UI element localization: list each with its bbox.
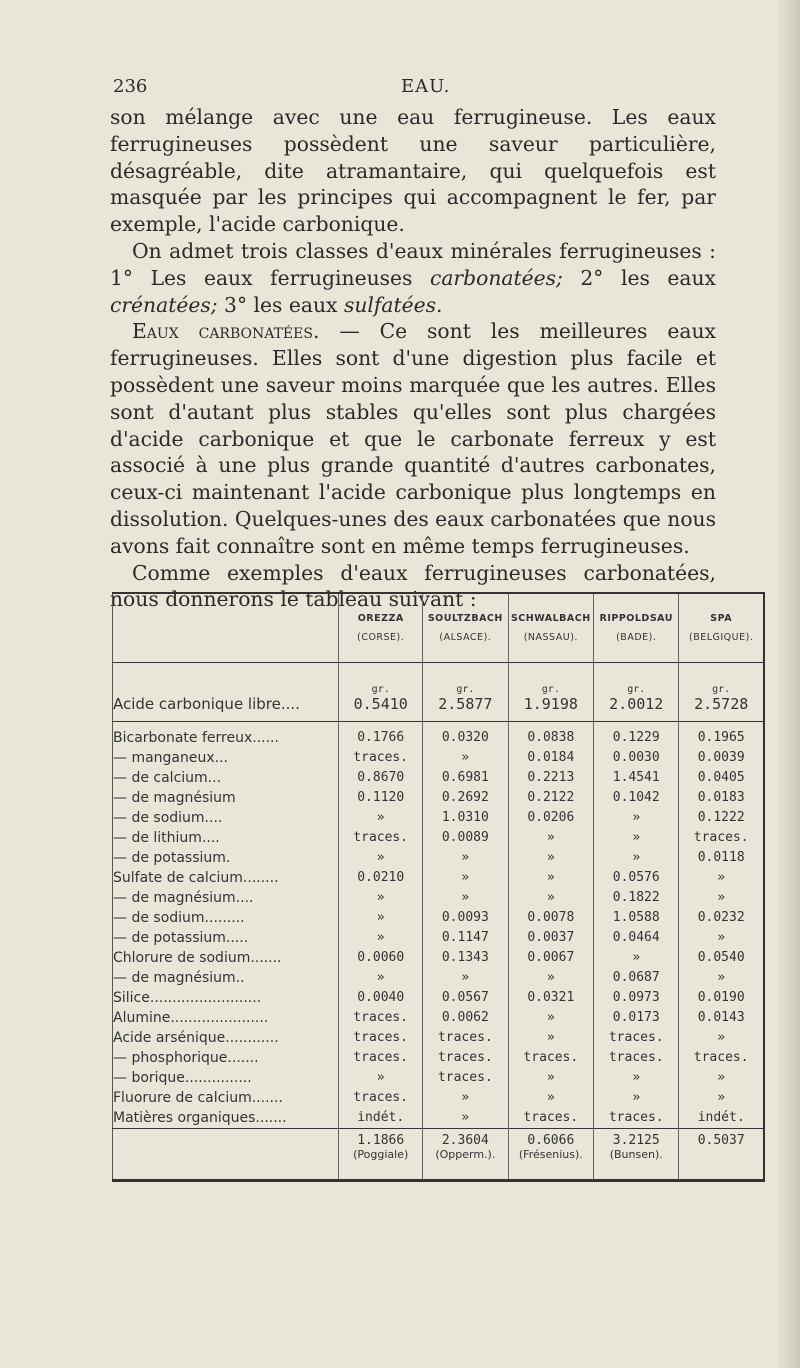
paragraph: [110, 238, 716, 318]
table-cell: 1.0588: [594, 908, 679, 928]
table-cell: »: [594, 948, 679, 968]
table-cell: »: [594, 1088, 679, 1108]
column-name: SCHWALBACH: [510, 613, 591, 624]
cell-value: 1.9198: [523, 695, 578, 713]
table-cell: 0.0089: [423, 828, 508, 848]
table-row: [113, 748, 765, 768]
table-cell: traces.: [423, 1028, 508, 1048]
table-cell: »: [423, 968, 508, 988]
table-row: [113, 1068, 765, 1088]
emphasis-text: carbonatées;: [429, 265, 563, 290]
paragraph: [110, 104, 716, 238]
table-header-row: [113, 593, 765, 663]
column-region: (BELGIQUE).: [689, 632, 754, 643]
row-label: Chlorure de sodium.......: [113, 950, 282, 966]
row-label: — manganeux...: [113, 750, 229, 766]
column-header: [423, 593, 508, 663]
table-cell: [339, 663, 423, 722]
table-cell: [594, 663, 679, 722]
section-heading: Eaux carbonatées.: [132, 319, 320, 344]
table-cell: 0.0405: [679, 768, 764, 788]
author-label: (Poggiale): [353, 1148, 409, 1161]
total-value: 0.5037: [697, 1133, 745, 1148]
table-cell: »: [594, 808, 679, 828]
table-cell: »: [339, 808, 423, 828]
paragraph-text: — Ce sont les meilleures eaux ferrugineuses. Elles sont d'une digestion plus facile et possèdent une saveur moins marquée que les autres. Elles sont d'autant plus stables qu'elles sont plus chargées d'acide carbonique et que le carbonate ferreux y est associé à une plus grande quantité d'autres carbonates, ceux-ci maintenant l'acide carbonique plus longtemps en dissolution. Quelques-unes des eaux carbonatées que nous avons fait connaître sont en même temps ferrugineuses.: [110, 319, 716, 558]
emphasis-text: sulfatées.: [343, 292, 443, 317]
table-cell: 0.0687: [594, 968, 679, 988]
table-cell: »: [508, 828, 594, 848]
table-cell: 1.4541: [594, 768, 679, 788]
table-cell: 0.1147: [423, 928, 508, 948]
table-cell: »: [339, 1068, 423, 1088]
row-label: — borique...............: [113, 1070, 252, 1086]
unit-label: gr.: [712, 684, 731, 695]
table-cell: 0.0039: [679, 748, 764, 768]
table-row: [113, 1108, 765, 1129]
table-cell: »: [508, 848, 594, 868]
table-cell: 0.1042: [594, 788, 679, 808]
table-row: [113, 788, 765, 808]
table-cell: 0.8670: [339, 768, 423, 788]
column-name: OREZZA: [357, 613, 404, 624]
table-cell: »: [594, 1068, 679, 1088]
table-cell: »: [508, 868, 594, 888]
table-cell: traces.: [679, 1048, 764, 1068]
table-cell: »: [508, 968, 594, 988]
row-label: Matières organiques.......: [113, 1110, 287, 1126]
table-cell: 0.1229: [594, 722, 679, 749]
column-header: [339, 593, 423, 663]
table-cell: traces.: [508, 1048, 594, 1068]
table-cell: 0.2122: [508, 788, 594, 808]
table-cell: 0.0321: [508, 988, 594, 1008]
table-row: [113, 1008, 765, 1028]
table-row: [113, 928, 765, 948]
table-cell: [679, 1129, 764, 1181]
table-body: [113, 722, 765, 1129]
table-cell: »: [423, 848, 508, 868]
table-cell: »: [679, 1088, 764, 1108]
paragraph-text: 3° les eaux: [217, 292, 344, 317]
table-cell: »: [423, 1108, 508, 1129]
table-cell: 0.0143: [679, 1008, 764, 1028]
unit-label: gr.: [456, 684, 475, 695]
table-cell: 0.0173: [594, 1008, 679, 1028]
table-cell: traces.: [339, 1088, 423, 1108]
row-label: Alumine......................: [113, 1010, 269, 1026]
table-cell: traces.: [594, 1028, 679, 1048]
total-value: 2.3604: [441, 1133, 489, 1148]
table-cell: »: [423, 888, 508, 908]
column-name: RIPPOLDSAU: [599, 613, 673, 624]
table-row: [113, 888, 765, 908]
paragraph-text: 2° les eaux: [562, 265, 716, 290]
author-label: (Frésenius).: [518, 1148, 583, 1161]
column-name: SOULTZBACH: [427, 613, 503, 624]
table-cell: »: [508, 1008, 594, 1028]
table-cell: traces.: [423, 1068, 508, 1088]
table-row: [113, 808, 765, 828]
paragraph-text: son mélange avec une eau ferrugineuse. Les eaux ferrugineuses possèdent une saveur particulière, désagréable, dite atramantaire, qui quelquefois est masquée par les principes qui accompagnent le fer, par exemple, l'acide carbonique.: [110, 105, 716, 237]
emphasis-text: crénatées;: [110, 292, 218, 317]
row-label: — de lithium....: [113, 830, 220, 846]
table-cell: »: [679, 888, 764, 908]
table-cell: »: [423, 868, 508, 888]
table-cell: 0.0183: [679, 788, 764, 808]
table-cell: »: [679, 928, 764, 948]
table-cell: 0.1766: [339, 722, 423, 749]
column-region: (BADE).: [616, 632, 657, 643]
table-cell: 0.0078: [508, 908, 594, 928]
table-cell: traces.: [339, 748, 423, 768]
table-cell: 0.0320: [423, 722, 508, 749]
table-cell: 0.0118: [679, 848, 764, 868]
table-cell: 0.0093: [423, 908, 508, 928]
totals-row: [113, 1129, 765, 1181]
column-region: (ALSACE).: [439, 632, 492, 643]
table-cell: 0.2213: [508, 768, 594, 788]
table-cell: »: [679, 968, 764, 988]
row-label: Acide arsénique............: [113, 1030, 279, 1046]
table-cell: 0.1965: [679, 722, 764, 749]
column-name: SPA: [710, 613, 733, 624]
table-cell: traces.: [339, 1048, 423, 1068]
author-label: (Bunsen).: [609, 1148, 663, 1161]
table-cell: 0.0540: [679, 948, 764, 968]
row-label: — de calcium...: [113, 770, 222, 786]
row-label: Fluorure de calcium.......: [113, 1090, 283, 1106]
table-cell: »: [508, 1028, 594, 1048]
table-cell: »: [594, 828, 679, 848]
page-edge: [778, 0, 800, 1368]
table-cell: »: [508, 888, 594, 908]
table-row: [113, 768, 765, 788]
column-header: [679, 593, 764, 663]
table-row: [113, 908, 765, 928]
column-header: [508, 593, 594, 663]
table-cell: 0.0190: [679, 988, 764, 1008]
table-cell: 1.0310: [423, 808, 508, 828]
table-cell: »: [339, 928, 423, 948]
table-cell: traces.: [339, 1008, 423, 1028]
table-row: [113, 988, 765, 1008]
table-cell: [339, 1129, 423, 1181]
table-cell: 0.0062: [423, 1008, 508, 1028]
table-cell: »: [339, 908, 423, 928]
table-cell: 0.0210: [339, 868, 423, 888]
cell-value: 0.5410: [353, 695, 408, 713]
row-label: — de sodium....: [113, 810, 223, 826]
table-cell: traces.: [508, 1108, 594, 1129]
table-cell: 0.1222: [679, 808, 764, 828]
table-row: [113, 1048, 765, 1068]
total-value: 1.1866: [357, 1133, 405, 1148]
table-row: [113, 868, 765, 888]
unit-label: gr.: [371, 684, 390, 695]
table-cell: 0.1343: [423, 948, 508, 968]
table-cell: 0.2692: [423, 788, 508, 808]
table-row: [113, 948, 765, 968]
paragraph-text: On admet trois classes d'eaux minérales ferrugineuses : 1° Les eaux ferrugineuses: [110, 238, 716, 290]
table-cell: traces.: [679, 828, 764, 848]
table-row: [113, 828, 765, 848]
cell-value: 2.5728: [694, 695, 749, 713]
table-cell: »: [679, 1068, 764, 1088]
table-cell: 0.1822: [594, 888, 679, 908]
column-header: [594, 593, 679, 663]
totals-label-cell: [113, 1129, 339, 1181]
table-cell: 0.0464: [594, 928, 679, 948]
table-row: [113, 722, 765, 749]
row-label: — de potassium.....: [113, 930, 249, 946]
table-cell: 0.1120: [339, 788, 423, 808]
table-cell: 0.0037: [508, 928, 594, 948]
row-label: — de sodium.........: [113, 910, 245, 926]
running-title: EAU.: [401, 76, 451, 97]
row-label: — phosphorique.......: [113, 1050, 259, 1066]
table-cell: 0.6981: [423, 768, 508, 788]
row-label: — de magnésium..: [113, 970, 245, 986]
carbonic-acid-row: [113, 663, 765, 722]
table-cell: 0.0973: [594, 988, 679, 1008]
row-label: Bicarbonate ferreux......: [113, 730, 279, 746]
table-cell: 0.0838: [508, 722, 594, 749]
page-number: 236: [113, 76, 148, 97]
body-text: [110, 104, 716, 613]
table-cell: traces.: [339, 828, 423, 848]
column-region: (CORSE).: [357, 632, 405, 643]
row-label: Sulfate de calcium........: [113, 870, 279, 886]
table-cell: »: [679, 868, 764, 888]
table-cell: »: [423, 748, 508, 768]
table-cell: 0.0567: [423, 988, 508, 1008]
table-cell: [423, 1129, 508, 1181]
table-cell: 0.0030: [594, 748, 679, 768]
table-cell: traces.: [339, 1028, 423, 1048]
total-value: 0.6066: [527, 1133, 575, 1148]
table-row: [113, 848, 765, 868]
table-cell: 0.0067: [508, 948, 594, 968]
table-cell: »: [339, 888, 423, 908]
paragraph: [110, 318, 716, 559]
row-label: Acide carbonique libre....: [113, 663, 339, 722]
table-cell: 0.0576: [594, 868, 679, 888]
table-row: [113, 1028, 765, 1048]
unit-label: gr.: [627, 684, 646, 695]
author-label: (Opperm.).: [435, 1148, 496, 1161]
table-cell: »: [508, 1068, 594, 1088]
table-cell: »: [339, 968, 423, 988]
table-cell: traces.: [423, 1048, 508, 1068]
table-cell: [679, 663, 764, 722]
table-cell: 0.0060: [339, 948, 423, 968]
table-cell: 0.0206: [508, 808, 594, 828]
cell-value: 2.0012: [609, 695, 664, 713]
table-cell: traces.: [594, 1108, 679, 1129]
table-cell: [423, 663, 508, 722]
running-header: [113, 76, 698, 106]
table-cell: [594, 1129, 679, 1181]
table-cell: [508, 663, 594, 722]
table-cell: [508, 1129, 594, 1181]
table-row: [113, 968, 765, 988]
empty-header-cell: [113, 593, 339, 663]
table-cell: »: [423, 1088, 508, 1108]
table-cell: 0.0232: [679, 908, 764, 928]
table-cell: indét.: [339, 1108, 423, 1129]
row-label: — de magnésium....: [113, 890, 254, 906]
table-cell: 0.0040: [339, 988, 423, 1008]
paragraph-text: Comme exemples d'eaux ferrugineuses carbonatées, nous donnerons le tableau suivant :: [110, 560, 716, 612]
total-value: 3.2125: [612, 1133, 660, 1148]
table-cell: 0.0184: [508, 748, 594, 768]
table-cell: »: [679, 1028, 764, 1048]
table-cell: indét.: [679, 1108, 764, 1129]
table-row: [113, 1088, 765, 1108]
table-cell: »: [339, 848, 423, 868]
row-label: Silice.........................: [113, 990, 262, 1006]
row-label: — de potassium.: [113, 850, 231, 866]
row-label: — de magnésium: [113, 790, 236, 806]
table-cell: traces.: [594, 1048, 679, 1068]
table-cell: »: [508, 1088, 594, 1108]
table-cell: »: [594, 848, 679, 868]
analysis-table: [112, 592, 765, 1182]
column-region: (NASSAU).: [523, 632, 578, 643]
unit-label: gr.: [541, 684, 560, 695]
cell-value: 2.5877: [438, 695, 493, 713]
